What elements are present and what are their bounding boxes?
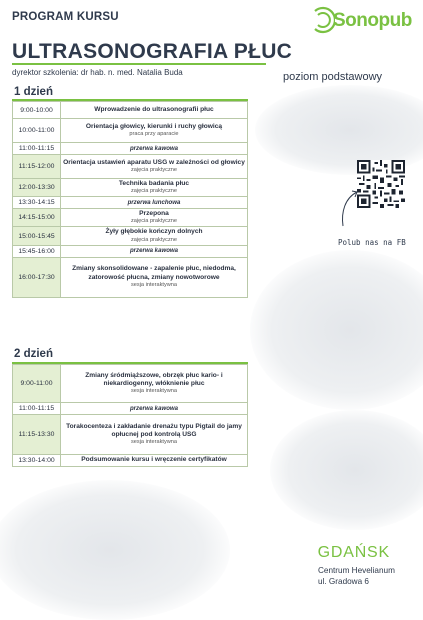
- schedule-time: 10:00-11:00: [13, 119, 61, 143]
- schedule-time: 16:00-17:30: [13, 257, 61, 297]
- schedule-activity: [61, 415, 248, 455]
- schedule-activity: [61, 143, 248, 155]
- activity-subtitle: sesja interaktywna: [130, 439, 177, 446]
- day-2-schedule-table: [12, 364, 248, 467]
- arrow-icon: [339, 188, 363, 228]
- activity-subtitle: zajęcia praktyczne: [130, 188, 177, 195]
- schedule-activity: [61, 245, 248, 257]
- sonopub-logo: [309, 6, 412, 34]
- activity-subtitle: sesja interaktywna: [130, 388, 177, 395]
- title-underline: [12, 63, 266, 65]
- schedule-time: 15:00-15:45: [13, 227, 61, 245]
- schedule-time: 11:15-13:30: [13, 415, 61, 455]
- location-city: GDAŃSK: [317, 544, 390, 561]
- activity-title: Zmiany śródmiąższowe, obrzęk płuc kario- i niekardiogenny, włóknienie płuc: [85, 371, 223, 387]
- break-row: [13, 197, 248, 209]
- break-row: [13, 245, 248, 257]
- activity-subtitle: zajęcia praktyczne: [130, 218, 177, 225]
- activity-title: Zmiany skonsolidowane - zapalenie płuc, niedodma, zatorowość płucna, zmiany nowotworowe: [72, 265, 236, 281]
- program-label: PROGRAM KURSU: [12, 11, 119, 23]
- logo-icon: [309, 6, 335, 34]
- schedule-activity: [61, 119, 248, 143]
- activity-title: przerwa kawowa: [129, 247, 179, 255]
- day-1-schedule-table: [12, 101, 248, 298]
- activity-subtitle: zajęcia praktyczne: [130, 236, 177, 243]
- schedule-time: 9:00-10:00: [13, 102, 61, 119]
- schedule-time: 11:00-11:15: [13, 403, 61, 415]
- qr-caption: Polub nas na FB: [338, 238, 406, 247]
- day-1-heading: 1 dzień: [14, 86, 53, 98]
- schedule-time: 11:00-11:15: [13, 143, 61, 155]
- director-line: dyrektor szkolenia: dr hab. n. med. Natalia Buda: [12, 68, 183, 77]
- activity-title: Technika badania płuc: [118, 180, 190, 187]
- background-device-bottom-image: [0, 480, 230, 620]
- schedule-row: [13, 415, 248, 455]
- schedule-activity: [61, 227, 248, 245]
- schedule-activity: [61, 179, 248, 197]
- schedule-activity: [61, 197, 248, 209]
- schedule-time: 13:30-14:00: [13, 455, 61, 467]
- activity-title: Podsumowanie kursu i wręczenie certyfikatów: [81, 456, 227, 464]
- schedule-row: [13, 179, 248, 197]
- location-venue: [318, 566, 395, 587]
- break-row: [13, 143, 248, 155]
- schedule-row: [13, 119, 248, 143]
- venue-address: ul. Gradowa 6: [318, 576, 369, 586]
- activity-title: Orientacja ustawień aparatu USG w zależności od głowicy: [63, 158, 245, 166]
- logo-text: Sonopub: [333, 10, 412, 31]
- schedule-row: [13, 102, 248, 119]
- schedule-activity: [61, 403, 248, 415]
- venue-name: Centrum Hevelianum: [318, 566, 395, 575]
- activity-subtitle: sesja interaktywna: [130, 281, 177, 288]
- schedule-row: [13, 155, 248, 179]
- day-2-heading: 2 dzień: [14, 348, 53, 360]
- schedule-row: [13, 209, 248, 227]
- schedule-activity: [61, 455, 248, 467]
- schedule-row: [13, 365, 248, 403]
- activity-title: Żyły głębokie kończyn dolnych: [105, 228, 203, 236]
- course-level: poziom podstawowy: [283, 71, 383, 83]
- break-row: [13, 403, 248, 415]
- activity-title: Przepona: [139, 210, 169, 218]
- activity-title: przerwa lunchowa: [127, 198, 181, 206]
- schedule-activity: [61, 365, 248, 403]
- activity-title: przerwa kawowa: [129, 144, 179, 152]
- activity-title: Orientacja głowicy, kierunki i ruchy głowicą: [85, 122, 223, 130]
- schedule-time: 13:30-14:15: [13, 197, 61, 209]
- schedule-time: 12:00-13:30: [13, 179, 61, 197]
- schedule-activity: [61, 102, 248, 119]
- activity-subtitle: zajęcia praktyczne: [130, 167, 177, 174]
- schedule-row: [13, 257, 248, 297]
- background-probe-image: [270, 410, 423, 530]
- schedule-time: 15:45-16:00: [13, 245, 61, 257]
- schedule-time: 9:00-11:00: [13, 365, 61, 403]
- schedule-activity: [61, 155, 248, 179]
- activity-title: Torakocenteza i zakładanie drenażu typu Pigtail do jamy opłucnej pod kontrolą USG: [66, 422, 242, 438]
- activity-title: Wprowadzenie do ultrasonografii płuc: [94, 105, 214, 113]
- schedule-activity: [61, 209, 248, 227]
- qr-code-icon[interactable]: [357, 160, 405, 208]
- activity-title: przerwa kawowa: [129, 404, 179, 412]
- schedule-row: [13, 227, 248, 245]
- schedule-row: [13, 455, 248, 467]
- schedule-time: 11:15-12:00: [13, 155, 61, 179]
- schedule-activity: [61, 257, 248, 297]
- schedule-time: 14:15-15:00: [13, 209, 61, 227]
- background-probe-hand-image: [250, 250, 423, 410]
- activity-subtitle: praca przy aparacie: [129, 131, 179, 138]
- page-title: ULTRASONOGRAFIA PŁUC: [12, 40, 293, 63]
